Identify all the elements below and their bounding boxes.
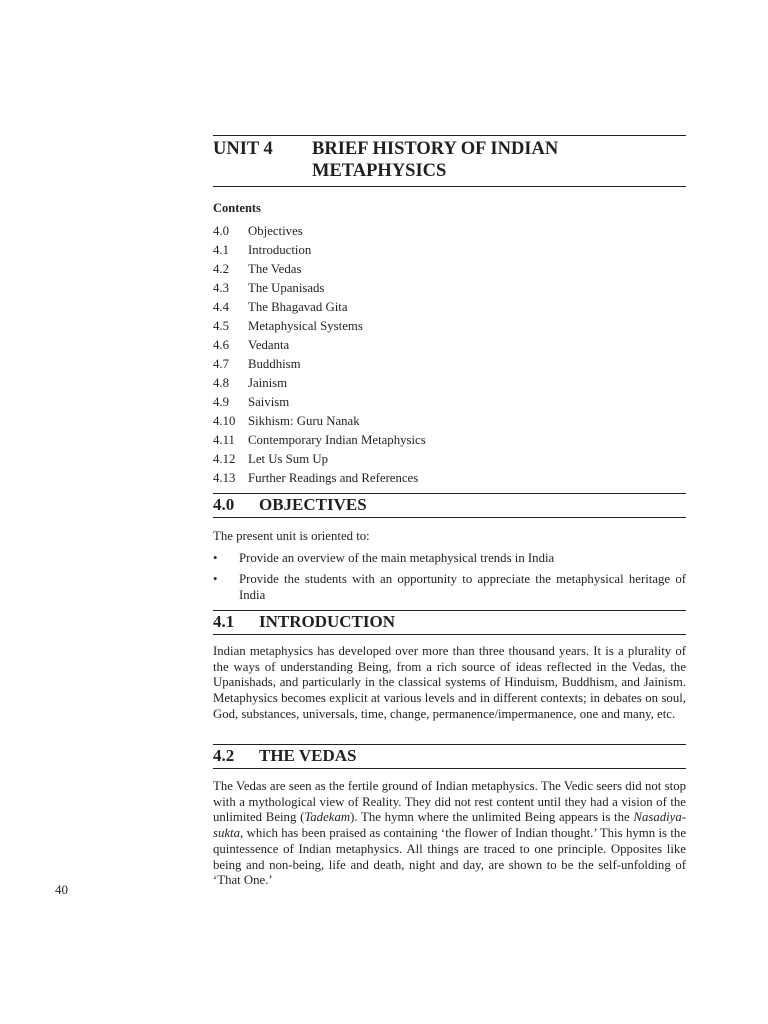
contents-item bbox=[213, 450, 686, 469]
section-number: 4.0 bbox=[213, 495, 235, 514]
section-heading bbox=[213, 744, 686, 769]
section-objectives bbox=[213, 493, 686, 604]
contents-item-label: Sikhism: Guru Nanak bbox=[248, 414, 360, 428]
bullet-icon: • bbox=[213, 550, 218, 565]
contents-item-number: 4.3 bbox=[213, 281, 229, 295]
contents-item-number: 4.10 bbox=[213, 414, 236, 428]
contents-item-label: Introduction bbox=[248, 243, 312, 257]
contents-item bbox=[213, 279, 686, 298]
page-number: 40 bbox=[55, 882, 68, 897]
bullet-icon: • bbox=[213, 572, 218, 587]
section-heading bbox=[213, 610, 686, 635]
contents-item bbox=[213, 317, 686, 336]
contents-item-number: 4.13 bbox=[213, 471, 236, 485]
unit-title bbox=[312, 138, 558, 182]
contents-item-label: The Upanisads bbox=[248, 281, 325, 295]
contents-item-label: Jainism bbox=[248, 376, 288, 390]
contents-item-number: 4.7 bbox=[213, 357, 229, 371]
unit-header bbox=[213, 135, 686, 187]
section-title: THE VEDAS bbox=[259, 746, 357, 765]
section-number: 4.1 bbox=[213, 612, 235, 631]
contents bbox=[213, 201, 686, 488]
contents-item bbox=[213, 393, 686, 412]
term-tadekam: Tadekam bbox=[304, 810, 351, 825]
contents-list bbox=[213, 222, 686, 488]
unit-title-line-2: METAPHYSICS bbox=[312, 161, 447, 181]
contents-item bbox=[213, 222, 686, 241]
contents-item-number: 4.1 bbox=[213, 243, 229, 257]
section-heading bbox=[213, 493, 686, 518]
contents-label: Contents bbox=[213, 201, 261, 215]
contents-item-number: 4.6 bbox=[213, 338, 229, 352]
contents-item bbox=[213, 355, 686, 374]
contents-item-label: The Bhagavad Gita bbox=[248, 300, 348, 314]
section-number: 4.2 bbox=[213, 746, 235, 765]
contents-item bbox=[213, 241, 686, 260]
contents-item bbox=[213, 412, 686, 431]
contents-item-label: Saivism bbox=[248, 395, 290, 409]
contents-item-label: Further Readings and References bbox=[248, 471, 419, 485]
section-title: OBJECTIVES bbox=[259, 495, 367, 514]
section-title: INTRODUCTION bbox=[259, 612, 396, 631]
contents-item bbox=[213, 431, 686, 450]
contents-item-number: 4.8 bbox=[213, 376, 229, 390]
contents-item-label: Contemporary Indian Metaphysics bbox=[248, 433, 426, 447]
contents-item bbox=[213, 260, 686, 279]
contents-item bbox=[213, 469, 686, 488]
objectives-list bbox=[213, 551, 686, 604]
section-introduction bbox=[213, 610, 686, 723]
contents-item-label: Vedanta bbox=[248, 338, 290, 352]
contents-item-label: Objectives bbox=[248, 224, 303, 238]
unit-number: UNIT 4 bbox=[213, 139, 273, 159]
contents-item-number: 4.4 bbox=[213, 300, 229, 314]
contents-item-number: 4.0 bbox=[213, 224, 229, 238]
contents-item-number: 4.11 bbox=[213, 433, 235, 447]
section-vedas bbox=[213, 744, 686, 889]
contents-item-number: 4.12 bbox=[213, 452, 236, 466]
list-item: • Provide the students with an opportunity to appreciate the metaphysical heritage of India bbox=[213, 572, 686, 603]
introduction-text: Indian metaphysics has developed over more than three thousand years. It is a plurality of the ways of understanding Being, from a rich source of ideas reflected in the Vedas, the Upanishads, and particularly in the classical systems of Hinduism, Buddhism, and Jainism. Metaphysics becomes explicit at various levels and in different contexts; in debates on soul, God, substances, universals, time, change, permanence/impermanence, one and many, etc. bbox=[213, 644, 686, 721]
vedas-text: The Vedas are seen as the fertile ground of Indian metaphysics. The Vedic seers did not stop with a mythological view of Reality. They did not rest content until they had a vision of the unlimited Being (Tadekam). The hymn where the unlimited Being appears is the Nasadiya-sukta, which has been praised as containing ‘the flower of Indian thought.’ This hymn is the quintessence of Indian metaphysics. All things are traced to one principle. Opposites like being and non-being, life and death, night and day, are shown to be the self-unfolding of ‘That One.’ bbox=[213, 779, 687, 888]
objectives-intro: The present unit is oriented to: bbox=[213, 529, 370, 543]
list-item: • Provide an overview of the main metaphysical trends in India bbox=[213, 550, 555, 565]
contents-item-number: 4.9 bbox=[213, 395, 229, 409]
contents-item-label: Metaphysical Systems bbox=[248, 319, 363, 333]
contents-item-label: Buddhism bbox=[248, 357, 301, 371]
contents-item bbox=[213, 298, 686, 317]
unit-title-line-1: BRIEF HISTORY OF INDIAN bbox=[312, 139, 559, 159]
contents-item-number: 4.2 bbox=[213, 262, 229, 276]
contents-item-label: The Vedas bbox=[248, 262, 302, 276]
term-nasadiya-sukta: Nasadiya-sukta bbox=[213, 810, 687, 841]
contents-item bbox=[213, 336, 686, 355]
contents-item-number: 4.5 bbox=[213, 319, 229, 333]
contents-item bbox=[213, 374, 686, 393]
contents-item-label: Let Us Sum Up bbox=[248, 452, 328, 466]
